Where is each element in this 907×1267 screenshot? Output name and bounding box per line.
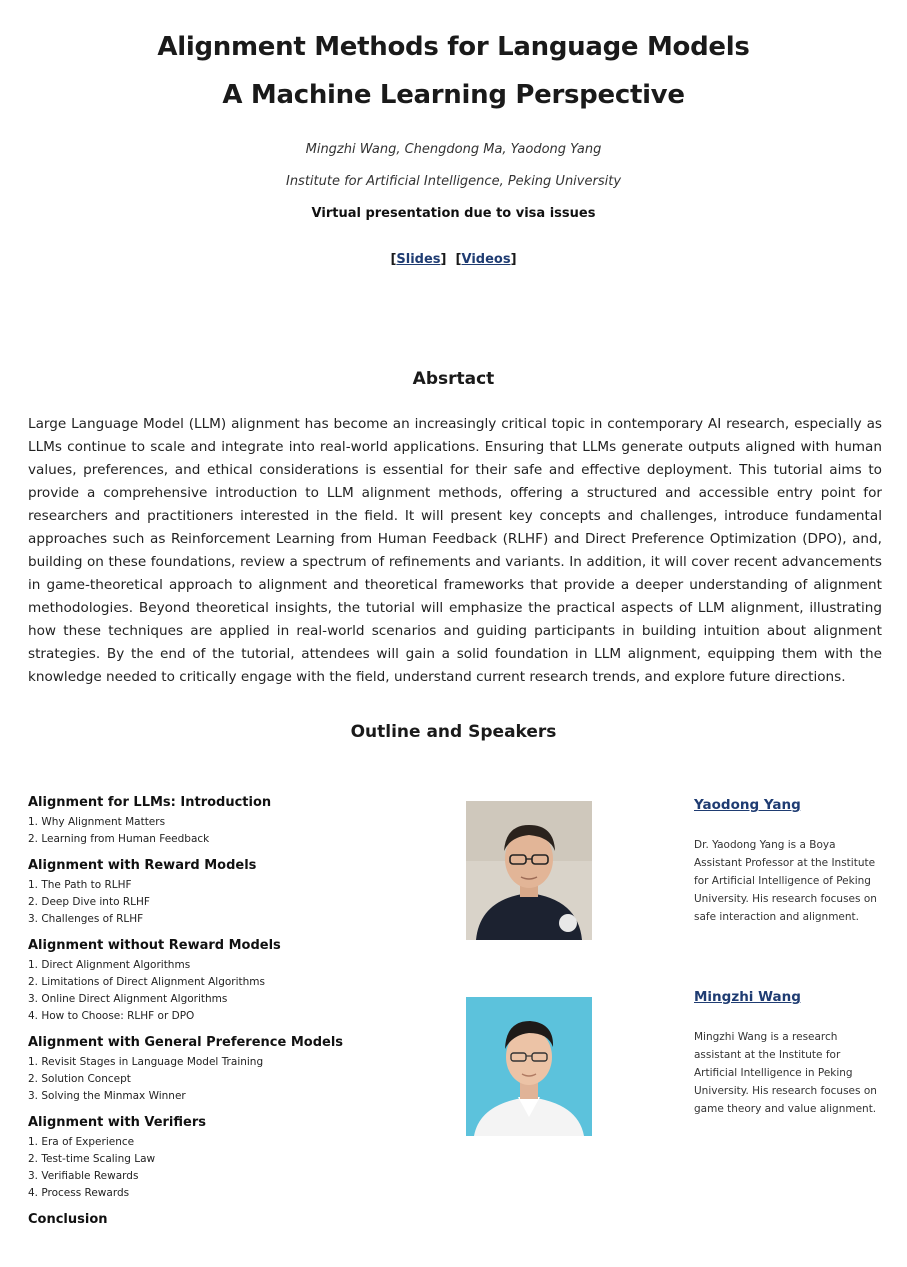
outline-item: 1. The Path to RLHF (28, 879, 132, 891)
outline-item: 4. How to Choose: RLHF or DPO (28, 1010, 195, 1022)
authors: Mingzhi Wang, Chengdong Ma, Yaodong Yang (305, 142, 602, 157)
outline-item: 2. Deep Dive into RLHF (28, 896, 150, 908)
outline-section-title: Alignment with General Preference Models (28, 1035, 344, 1050)
institution: Institute for Artificial Intelligence, Peking University (285, 174, 622, 189)
outline-section-title: Alignment for LLMs: Introduction (28, 795, 272, 810)
outline-item: 2. Limitations of Direct Alignment Algorithms (28, 976, 266, 988)
bracket: ] (440, 252, 447, 267)
outline-item: 3. Challenges of RLHF (28, 913, 144, 925)
portrait-image (466, 801, 592, 940)
outline-item: 3. Solving the Minmax Winner (28, 1090, 186, 1102)
presentation-note: Virtual presentation due to visa issues (311, 206, 596, 221)
speaker-bio: Mingzhi Wang is a research assistant at the Institute for Artificial Intelligence in Peking University. His research focuses on game theory and value alignment. (694, 1031, 877, 1115)
outline-list (28, 795, 448, 1231)
outline-section-title: Conclusion (28, 1212, 108, 1227)
outline-item: 2. Test-time Scaling Law (28, 1153, 156, 1165)
videos-link[interactable]: Videos (461, 252, 511, 267)
abstract-heading: Absrtact (412, 369, 495, 389)
page-subtitle: A Machine Learning Perspective (222, 80, 685, 110)
speaker-name-link[interactable]: Mingzhi Wang (694, 989, 801, 1005)
outline-section-title: Alignment with Reward Models (28, 858, 257, 873)
outline-item: 1. Why Alignment Matters (28, 816, 166, 828)
abstract-text: Large Language Model (LLM) alignment has become an increasingly critical topic in contemporary AI research, especially as LLMs continue to scale and integrate into real-world applications. Ensuring that LLMs generate outputs aligned with human values, preferences, and ethical considerations is essential for their safe and effective deployment. This tutorial aims to provide a comprehensive introduction to LLM alignment methods, offering a structured and accessible entry point for researchers and practitioners interested in the field. It will present key concepts and challenges, introduce fundamental approaches such as Reinforcement Learning from Human Feedback (RLHF) and Direct Preference Optimization (DPO), and, building on these foundations, review a spectrum of refinements and variants. In addition, it will cover recent advancements in game-theoretical approach to alignment and theoretical frameworks that provide a deeper understanding of alignment methodologies. Beyond theoretical insights, the tutorial will emphasize the practical aspects of LLM alignment, illustrating how these techniques are applied in real-world scenarios and guiding participants in building intuition about alignment strategies. By the end of the tutorial, attendees will gain a solid foundation in LLM alignment, equipping them with the knowledge needed to critically engage with the field, understand current research trends, and explore future directions. (28, 416, 882, 685)
speaker-name-link[interactable]: Yaodong Yang (694, 797, 801, 813)
speaker-bio: Dr. Yaodong Yang is a Boya Assistant Professor at the Institute for Artificial Intelligence of Peking University. His research focuses on safe interaction and alignment. (694, 839, 877, 923)
slides-link[interactable]: Slides (396, 252, 441, 267)
outline-item: 3. Verifiable Rewards (28, 1170, 139, 1182)
outline-item: 2. Solution Concept (28, 1073, 131, 1085)
outline-section-title: Alignment without Reward Models (28, 938, 281, 953)
outline-item: 1. Revisit Stages in Language Model Training (28, 1056, 264, 1068)
portrait-image (466, 997, 592, 1136)
outline-section-title: Alignment with Verifiers (28, 1115, 206, 1130)
outline-item: 1. Direct Alignment Algorithms (28, 959, 191, 971)
outline-item: 2. Learning from Human Feedback (28, 833, 210, 845)
bracket: ] (510, 252, 517, 267)
outline-heading: Outline and Speakers (350, 722, 557, 742)
outline-item: 4. Process Rewards (28, 1187, 130, 1199)
bracket: [ (390, 252, 397, 267)
bracket: [ (455, 252, 462, 267)
outline-item: 3. Online Direct Alignment Algorithms (28, 993, 228, 1005)
outline-item: 1. Era of Experience (28, 1136, 135, 1148)
speaker-photo-mingzhi-wang (466, 997, 592, 1136)
page-title: Alignment Methods for Language Models (157, 32, 750, 62)
speaker-photo-yaodong-yang (466, 801, 592, 940)
resource-links (0, 252, 907, 267)
